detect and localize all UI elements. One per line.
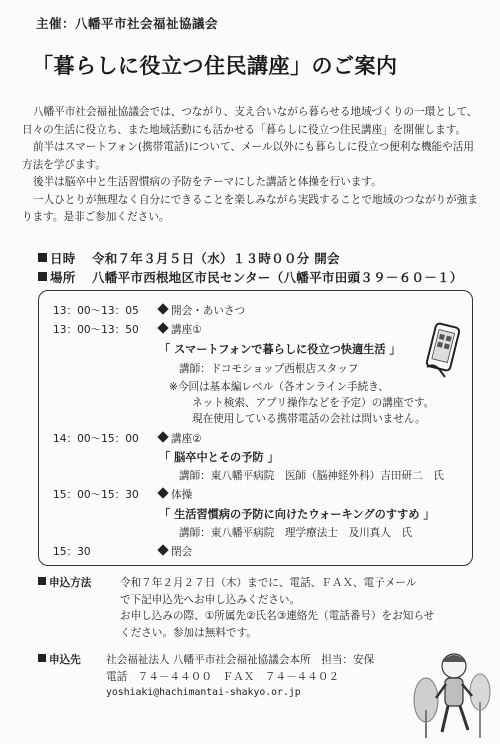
- diamond-bullet-icon: [157, 303, 168, 314]
- schedule-time: 13：00～13：50: [53, 324, 139, 336]
- lecture-title: 「 スマートフォンで暮らしに役立つ快適生活 」: [159, 343, 401, 356]
- diamond-bullet-icon: [157, 544, 168, 555]
- lecture-title: 「 生活習慣病の予防に向けたウォーキングのすすめ 」: [159, 508, 435, 521]
- contact-phone: 電話 ７４－４４００ ＦＡＸ ７４－４４０２: [106, 670, 340, 683]
- contact-info: [38, 652, 418, 702]
- apply-text: 令和７年２月２７日（木）までに、電話、ＦＡＸ、電子メール: [120, 577, 417, 589]
- schedule-item: 閉会: [159, 544, 192, 559]
- lecture-title: 「 脳卒中とその予防 」: [159, 451, 279, 464]
- apply-label: 申込方法: [49, 577, 92, 589]
- schedule-item: 講座①: [159, 322, 202, 337]
- intro-paragraph: 前半はスマートフォン(携帯電話)について、メール以外にも暮らしに役立つ便利な機能や活用方法を学びます。: [22, 141, 474, 171]
- intro-paragraph: 八幡平市社会福祉協議会では、つながり、支え合いながら暮らせる地域づくりの一環として、日々の生活に役立ち、また地域活動にも活かせる「暮らしに役立つ住民講座」を開催します。: [22, 106, 478, 136]
- intro-paragraph: 一人ひとりが無理なく自分にできることを楽しみながら実践することで地域のつながりが強まります。是非ご参加ください。: [22, 193, 478, 223]
- square-bullet-icon: [38, 272, 47, 281]
- date-value: 令和７年３月５日（水）１３時００分 開会: [92, 251, 340, 266]
- contact-email: yoshiaki@hachimantai-shakyo.or.jp: [106, 687, 301, 698]
- apply-text: で下記申込先へお申し込みください。: [120, 593, 301, 606]
- walking-mascot-icon: [412, 640, 492, 740]
- lecturer: 講師：東八幡平病院 医師（脳神経外科）吉田研二 氏: [179, 470, 444, 482]
- lecturer: 講師：ドコモショップ西根店スタッフ: [179, 363, 359, 375]
- schedule-time: 14：00～15：00: [53, 433, 139, 445]
- venue-line: [38, 268, 463, 286]
- square-bullet-icon: [38, 577, 46, 585]
- schedule-time: 15：30: [53, 546, 91, 558]
- square-bullet-icon: [38, 253, 47, 262]
- diamond-bullet-icon: [157, 431, 168, 442]
- square-bullet-icon: [38, 654, 46, 662]
- apply-text: お申し込みの際、①所属先②氏名③連絡先（電話番号）をお知らせ: [120, 610, 435, 622]
- date-label: 日時: [50, 251, 76, 266]
- organizer: 主催：八幡平市社会福祉協議会: [36, 16, 219, 31]
- schedule-item: 体操: [159, 487, 192, 502]
- note: ※今回は基本編レベル（各オンライン手続き、: [169, 381, 390, 393]
- contact-text: 社会福祉法人 八幡平市社会福祉協議会本所 担当：安保: [106, 654, 375, 666]
- schedule-box: [38, 290, 473, 566]
- diamond-bullet-icon: [157, 322, 168, 333]
- schedule-time: 15：00～15：30: [53, 489, 139, 501]
- page-title: 「暮らしに役立つ住民講座」のご案内: [32, 54, 398, 78]
- schedule-item: 開会・あいさつ: [159, 303, 245, 318]
- venue-value: 八幡平市西根地区市民センター（八幡平市田頭３９－６０－１）: [92, 270, 463, 285]
- schedule-item: 講座②: [159, 431, 202, 446]
- schedule-time: 13：00～13：05: [53, 305, 139, 317]
- intro-paragraph: 後半は脳卒中と生活習慣病の予防をテーマにした講話と体操を行います。: [33, 176, 382, 188]
- apply-text: ください。参加は無料です。: [120, 626, 257, 639]
- lecturer: 講師：東八幡平病院 理学療法士 及川真人 氏: [179, 527, 413, 539]
- intro-text: [22, 104, 478, 227]
- venue-label: 場所: [50, 270, 76, 285]
- note: 現在使用している携帯電話の会社は問いません。: [192, 413, 426, 425]
- contact-label: 申込先: [49, 654, 81, 666]
- note: ネット検索、アプリ操作などを予定）の講座です。: [192, 397, 435, 409]
- smartphone-icon: [421, 321, 465, 381]
- diamond-bullet-icon: [157, 487, 168, 498]
- application-method: [38, 575, 478, 641]
- date-line: [38, 249, 340, 267]
